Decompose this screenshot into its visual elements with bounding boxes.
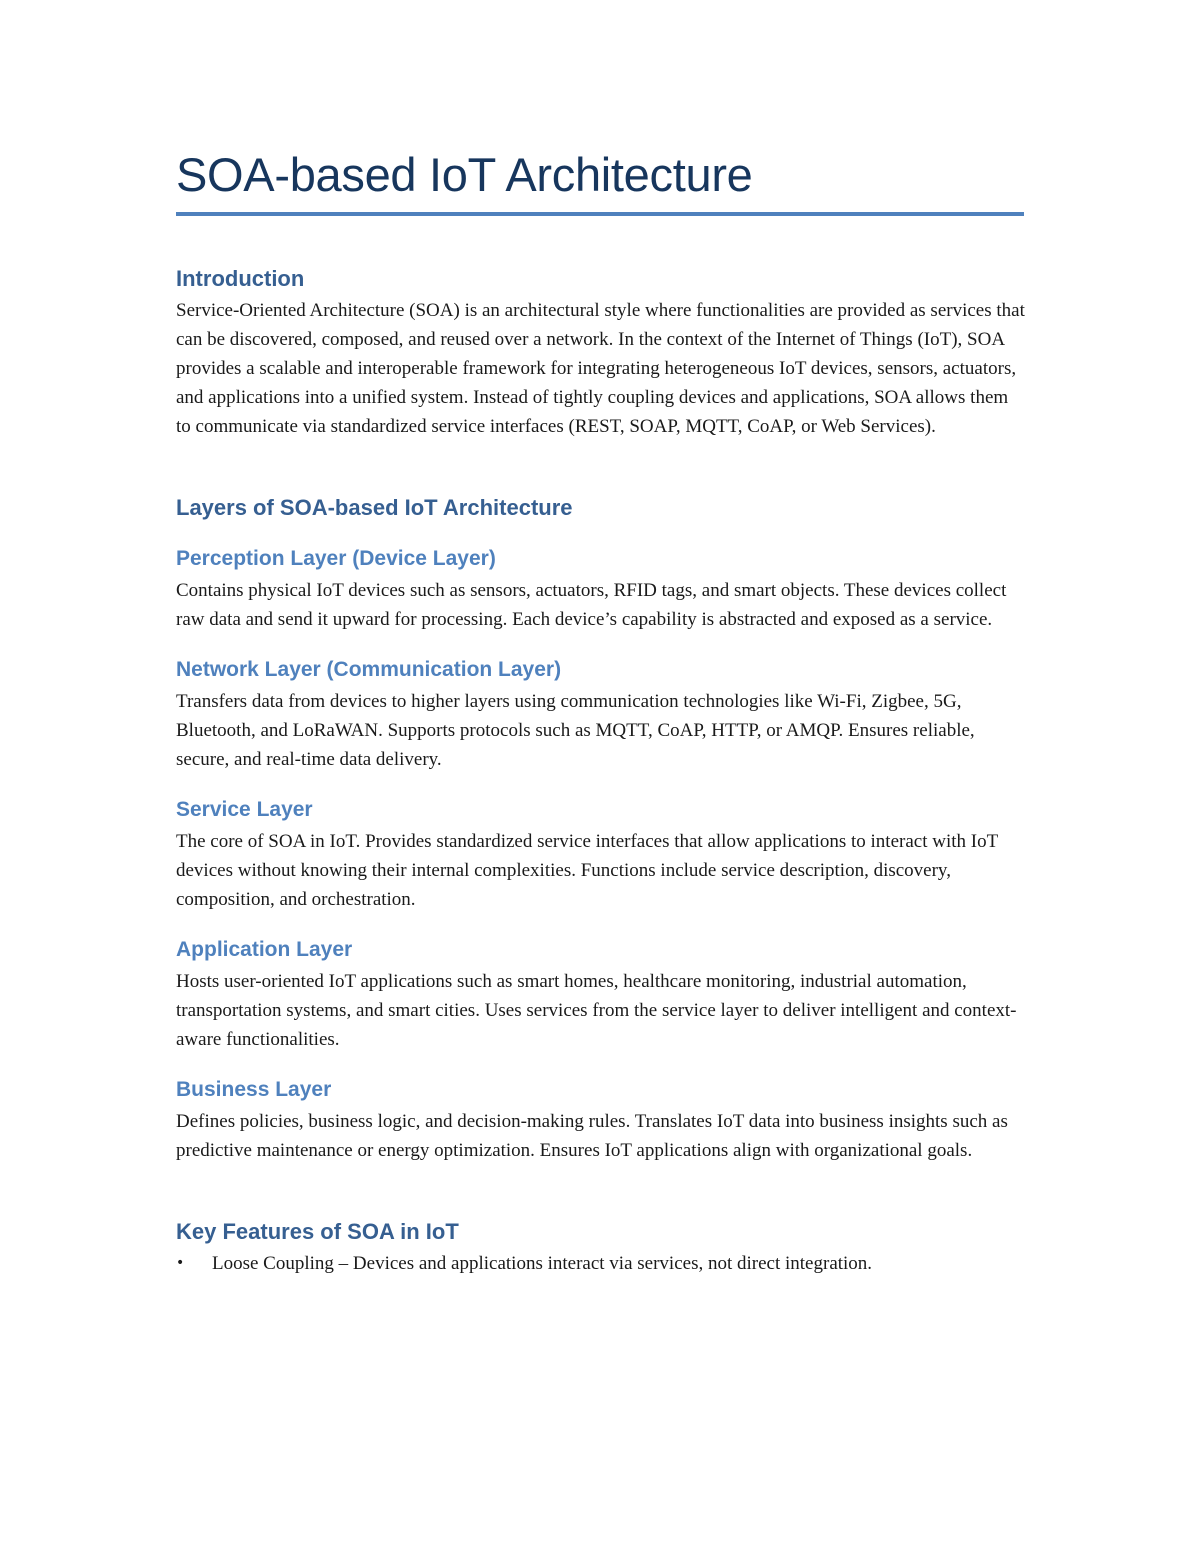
bullet-icon: • <box>176 1255 185 1271</box>
document-title: SOA-based IoT Architecture <box>176 148 753 201</box>
service-layer-heading: Service Layer <box>176 798 313 821</box>
list-item <box>176 1249 1026 1278</box>
introduction-heading: Introduction <box>176 266 305 291</box>
feature-text: Loose Coupling – Devices and applications interact via services, not direct integration. <box>212 1253 873 1274</box>
introduction-paragraph: Service-Oriented Architecture (SOA) is an architectural style where functionalities are provided as services that can be discovered, composed, and reused over a network. In the context of the Internet of Things (IoT), SOA provides a scalable and interoperable framework for integrating heterogeneous IoT devices, sensors, actuators, and applications into a unified system. Instead of tightly coupling devices and applications, SOA allows them to communicate via standardized service interfaces (REST, SOAP, MQTT, CoAP, or Web Services). <box>176 300 1025 437</box>
perception-layer-paragraph: Contains physical IoT devices such as sensors, actuators, RFID tags, and smart objects. These devices collect raw data and send it upward for processing. Each device’s capability is abstracted and exposed as a service. <box>176 580 1007 630</box>
business-layer-section <box>176 1075 1026 1165</box>
business-layer-paragraph: Defines policies, business logic, and decision-making rules. Translates IoT data into business insights such as predictive maintenance or energy optimization. Ensures IoT applications align with organizational goals. <box>176 1111 1008 1161</box>
service-layer-section <box>176 795 1026 914</box>
application-layer-paragraph: Hosts user-oriented IoT applications such as smart homes, healthcare monitoring, industrial automation, transportation systems, and smart cities. Uses services from the service layer to deliver intelligent and context-aware functionalities. <box>176 971 1017 1050</box>
application-layer-section <box>176 935 1026 1054</box>
key-features-heading: Key Features of SOA in IoT <box>176 1219 459 1244</box>
key-features-list <box>176 1249 1026 1278</box>
document-page <box>176 140 1026 1278</box>
network-layer-heading: Network Layer (Communication Layer) <box>176 658 562 681</box>
title-underline <box>176 212 1024 216</box>
application-layer-heading: Application Layer <box>176 938 353 961</box>
perception-layer-section <box>176 544 1026 634</box>
business-layer-heading: Business Layer <box>176 1078 332 1101</box>
network-layer-section <box>176 655 1026 774</box>
perception-layer-heading: Perception Layer (Device Layer) <box>176 547 496 570</box>
network-layer-paragraph: Transfers data from devices to higher layers using communication technologies like Wi-Fi, Zigbee, 5G, Bluetooth, and LoRaWAN. Supports protocols such as MQTT, CoAP, HTTP, or AMQP. Ensures reliable, secure, and real-time data delivery. <box>176 691 975 770</box>
layers-heading: Layers of SOA-based IoT Architecture <box>176 495 573 520</box>
service-layer-paragraph: The core of SOA in IoT. Provides standardized service interfaces that allow applications to interact with IoT devices without knowing their internal complexities. Functions include service description, discovery, composition, and orchestration. <box>176 831 998 910</box>
